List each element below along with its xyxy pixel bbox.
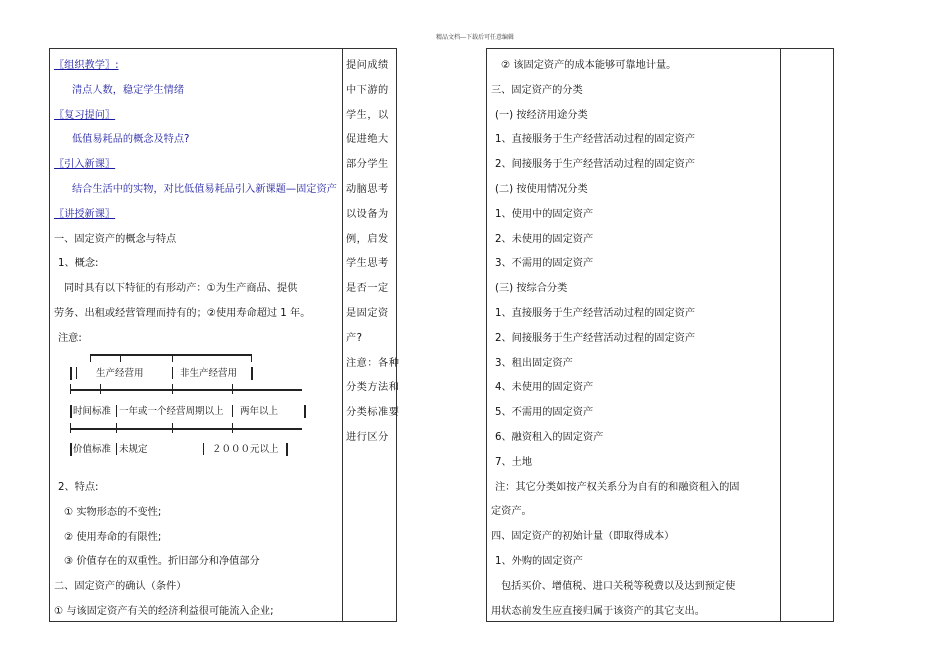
diagram-tick [116, 443, 117, 455]
note-line: 分类方法和 [346, 382, 400, 394]
diagram-tick [203, 443, 204, 455]
note-line: 学生思考 [346, 258, 389, 270]
text-line: 结合生活中的实物，对比低值易耗品引入新课题—固定资产 [72, 184, 337, 195]
note-line: 学生，以 [346, 109, 389, 121]
right-lesson-table [486, 48, 834, 622]
text-line: 6、融资租入的固定资产 [495, 432, 604, 443]
text-line: 包括买价、增值税、进口关税等税费以及达到预定使 [501, 580, 736, 592]
left-lesson-table [49, 48, 400, 622]
diagram-tick [232, 384, 233, 394]
diagram-bar [286, 443, 288, 456]
diagram-line [70, 389, 302, 391]
diagram-tick [172, 384, 173, 394]
text-line: 7、土地 [495, 456, 533, 468]
note-line: 提问成绩 [346, 60, 389, 71]
text-line: 1、外购的固定资产 [495, 556, 583, 567]
diagram-label-time-value: 一年或一个经营周期以上 [119, 406, 224, 417]
diagram-bar [70, 367, 72, 380]
diagram-label-2000: ２０００元以上 [212, 444, 279, 455]
diagram-tick [70, 423, 71, 433]
diagram-tick [100, 384, 101, 394]
diagram-line [90, 354, 252, 356]
text-line: ③ 价值存在的双重性。折旧部分和净值部分 [64, 556, 260, 568]
text-line: (三) 按综合分类 [495, 283, 568, 295]
text-line: 二、固定资产的确认（条件） [54, 581, 187, 593]
diagram-label-time: 时间标准 [73, 406, 112, 417]
text-line: 〖引入新课〗 [54, 159, 116, 171]
note-line: 产? [346, 332, 363, 344]
diagram-bar [70, 405, 72, 418]
text-line: 定资产。 [491, 506, 532, 518]
text-line: 清点人数，稳定学生情绪 [72, 84, 185, 96]
text-line: ① 实物形态的不变性; [64, 506, 162, 518]
diagram-tick [116, 405, 117, 417]
note-line: 是固定资 [346, 308, 389, 319]
diagram-label-unspecified: 未规定 [119, 444, 148, 455]
note-line: 例，启发 [346, 233, 389, 245]
diagram-label-two-years: 两年以上 [240, 406, 279, 417]
text-line: 用状态前发生应直接归属于该资产的其它支出。 [491, 605, 705, 617]
text-line: 2、间接服务于生产经营活动过程的固定资产 [495, 332, 696, 344]
note-line: 部分学生 [346, 159, 389, 171]
text-line: 1、概念: [58, 258, 99, 270]
text-line: 1、直接服务于生产经营活动过程的固定资产 [495, 134, 696, 146]
text-line: 3、租出固定资产 [495, 357, 573, 369]
diagram-tick [172, 423, 173, 433]
text-line: 一、固定资产的概念与特点 [54, 233, 177, 245]
text-line: 1、使用中的固定资产 [495, 208, 594, 220]
diagram-line [70, 428, 302, 430]
text-line: ① 与该固定资产有关的经济利益很可能流入企业; [54, 606, 274, 617]
diagram-tick [90, 354, 91, 362]
text-line: 注：其它分类如按产权关系分为自有的和融资租入的固 [495, 481, 740, 493]
diagram-label-nonproduction: 非生产经营用 [180, 368, 238, 379]
diagram-tick [172, 354, 173, 362]
note-line: 注意：各种 [346, 357, 400, 369]
diagram-tick [232, 423, 233, 433]
diagram-tick [232, 405, 233, 417]
diagram-bar [70, 443, 72, 456]
text-line: 2、间接服务于生产经营活动过程的固定资产 [495, 159, 696, 171]
text-line: 3、不需用的固定资产 [495, 258, 594, 270]
text-line: 同时具有以下特征的有形动产：①为生产商品、提供 [64, 283, 298, 295]
diagram-tick [251, 354, 252, 362]
note-line: 分类标准要 [346, 407, 400, 419]
text-line: ② 使用寿命的有限性; [64, 531, 162, 543]
text-line: 5、不需用的固定资产 [495, 407, 594, 419]
diagram-tick [76, 367, 77, 379]
diagram-bar [304, 405, 306, 418]
note-line: 以设备为 [346, 208, 389, 220]
text-line: 三、固定资产的分类 [491, 84, 583, 96]
right-note-column [781, 49, 834, 621]
text-line: 〖复习提问〗 [54, 109, 116, 121]
diagram-tick [172, 367, 173, 379]
text-line: 〖组织教学〗: [54, 60, 119, 71]
note-line: 中下游的 [346, 84, 389, 96]
note-line: 动脑思考 [346, 184, 389, 195]
note-line: 是否一定 [346, 283, 389, 295]
diagram-bar [251, 367, 253, 380]
diagram-label-production: 生产经营用 [96, 368, 144, 379]
diagram-tick [120, 354, 121, 362]
left-main-column [50, 49, 342, 621]
right-main-column [487, 49, 780, 621]
text-line: 低值易耗品的概念及特点? [72, 134, 190, 146]
text-line: (二) 按使用情况分类 [495, 184, 588, 195]
text-line: 注意: [58, 332, 82, 344]
text-line: 1、直接服务于生产经营活动过程的固定资产 [495, 308, 696, 319]
diagram-tick [70, 384, 71, 394]
note-line: 进行区分 [346, 432, 389, 443]
text-line: (一) 按经济用途分类 [495, 109, 588, 121]
text-line: 2、未使用的固定资产 [495, 233, 594, 245]
text-line: 四、固定资产的初始计量（即取得成本） [491, 531, 675, 543]
note-line: 促进绝大 [346, 134, 389, 146]
text-line: 劳务、出租或经营管理而持有的；②使用寿命超过 1 年。 [54, 308, 311, 319]
text-line: ② 该固定资产的成本能够可靠地计量。 [501, 60, 677, 71]
left-note-column [343, 49, 400, 621]
text-line: 2、特点: [58, 482, 99, 493]
text-line: 4、未使用的固定资产 [495, 382, 594, 394]
text-line: 〖讲授新课〗 [54, 208, 116, 220]
diagram-tick [116, 423, 117, 433]
diagram-label-value: 价值标准 [73, 444, 112, 455]
page-header: 精品文档---下载后可任意编辑 [435, 34, 515, 41]
criteria-diagram [72, 352, 332, 462]
